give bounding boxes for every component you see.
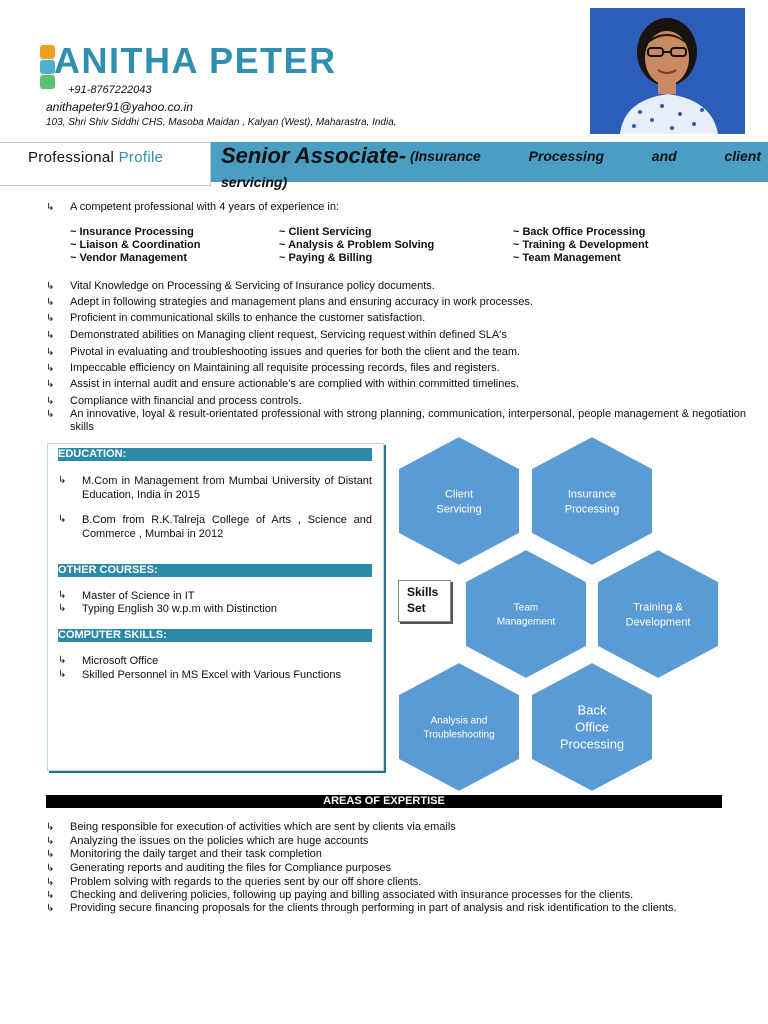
skill-hexagon bbox=[597, 549, 719, 679]
skill-hexagon-label: Client bbox=[444, 488, 474, 501]
arrow-bullet-icon: ↳ bbox=[46, 330, 55, 341]
skill-hexagon-label: Management bbox=[496, 616, 556, 628]
skill-item: ~ Insurance Processing bbox=[70, 226, 194, 238]
arrow-bullet-icon: ↳ bbox=[58, 590, 67, 601]
arrow-bullet-icon: ↳ bbox=[46, 890, 55, 901]
expertise-heading: AREAS OF EXPERTISE bbox=[46, 795, 722, 808]
location-icon bbox=[40, 75, 55, 89]
skill-hexagon-label: Back bbox=[577, 702, 607, 718]
arrow-bullet-icon: ↳ bbox=[46, 863, 55, 874]
computer-skills-heading: COMPUTER SKILLS: bbox=[58, 629, 372, 642]
skill-hexagon-label: Troubleshooting bbox=[423, 729, 495, 741]
email-address[interactable]: anithapeter91@yahoo.co.in bbox=[46, 100, 193, 114]
profile-label: Professional Profile bbox=[28, 149, 164, 166]
education-heading: EDUCATION: bbox=[58, 448, 372, 461]
postal-address: 103, Shri Shiv Siddhi CHS, Masoba Maidan , Kalyan (West), Maharastra, India, bbox=[46, 117, 397, 128]
skill-hexagon-label: Office bbox=[575, 719, 609, 735]
arrow-bullet-icon: ↳ bbox=[46, 363, 55, 374]
arrow-bullet-icon: ↳ bbox=[58, 475, 67, 486]
skill-hexagon-label: Insurance bbox=[567, 488, 617, 501]
arrow-bullet-icon: ↳ bbox=[46, 297, 55, 308]
skill-hexagon-label: Team bbox=[513, 602, 539, 614]
skill-hexagon bbox=[398, 436, 520, 566]
phone-number: +91-8767222043 bbox=[68, 84, 152, 96]
arrow-bullet-icon: ↳ bbox=[58, 669, 67, 680]
arrow-bullet-icon: ↳ bbox=[46, 396, 55, 407]
job-title-sub-b: servicing) bbox=[221, 174, 288, 190]
skill-item: ~ Liaison & Coordination bbox=[70, 239, 201, 251]
skill-hexagon-label: Training & bbox=[633, 601, 683, 614]
job-title-line1 bbox=[221, 145, 761, 167]
job-title-main: Senior Associate- bbox=[221, 143, 407, 168]
other-courses-heading: OTHER COURSES: bbox=[58, 564, 372, 577]
skill-hexagon-label: Processing bbox=[564, 503, 620, 516]
skill-item: ~ Vendor Management bbox=[70, 252, 188, 264]
arrow-bullet-icon: ↳ bbox=[46, 877, 55, 888]
skill-item: ~ Analysis & Problem Solving bbox=[279, 239, 435, 251]
arrow-bullet-icon: ↳ bbox=[58, 655, 67, 666]
arrow-bullet-icon: ↳ bbox=[46, 379, 55, 390]
skill-hexagon bbox=[398, 662, 520, 792]
arrow-bullet-icon: ↳ bbox=[46, 836, 55, 847]
skill-hexagon bbox=[531, 436, 653, 566]
skills-set-label: Skills Set bbox=[398, 580, 451, 622]
profile-photo bbox=[590, 8, 745, 134]
skill-hexagon-label: Analysis and bbox=[430, 715, 488, 727]
job-title-sub-a: (Insurance Processing and client bbox=[410, 148, 761, 164]
arrow-bullet-icon: ↳ bbox=[46, 409, 55, 420]
arrow-bullet-icon: ↳ bbox=[58, 514, 67, 525]
mail-icon bbox=[40, 60, 55, 74]
skill-hexagon-label: Servicing bbox=[436, 503, 482, 516]
arrow-bullet-icon: ↳ bbox=[46, 849, 55, 860]
arrow-bullet-icon: ↳ bbox=[46, 903, 55, 914]
skill-hexagon-label: Development bbox=[625, 616, 691, 629]
job-title bbox=[221, 145, 761, 193]
skill-hexagon bbox=[465, 549, 587, 679]
arrow-bullet-icon: ↳ bbox=[46, 822, 55, 833]
skill-item: ~ Back Office Processing bbox=[513, 226, 646, 238]
skill-item: ~ Paying & Billing bbox=[279, 252, 373, 264]
skill-item: ~ Training & Development bbox=[513, 239, 649, 251]
arrow-bullet-icon: ↳ bbox=[46, 313, 55, 324]
skill-item: ~ Client Servicing bbox=[279, 226, 372, 238]
arrow-bullet-icon: ↳ bbox=[46, 347, 55, 358]
phone-icon bbox=[40, 45, 55, 59]
candidate-name: ANITHA PETER bbox=[54, 40, 337, 81]
skill-item: ~ Team Management bbox=[513, 252, 621, 264]
arrow-bullet-icon: ↳ bbox=[46, 281, 55, 292]
skill-hexagon-label: Processing bbox=[559, 736, 625, 752]
arrow-bullet-icon: ↳ bbox=[58, 603, 67, 614]
arrow-bullet-icon: ↳ bbox=[46, 202, 55, 213]
